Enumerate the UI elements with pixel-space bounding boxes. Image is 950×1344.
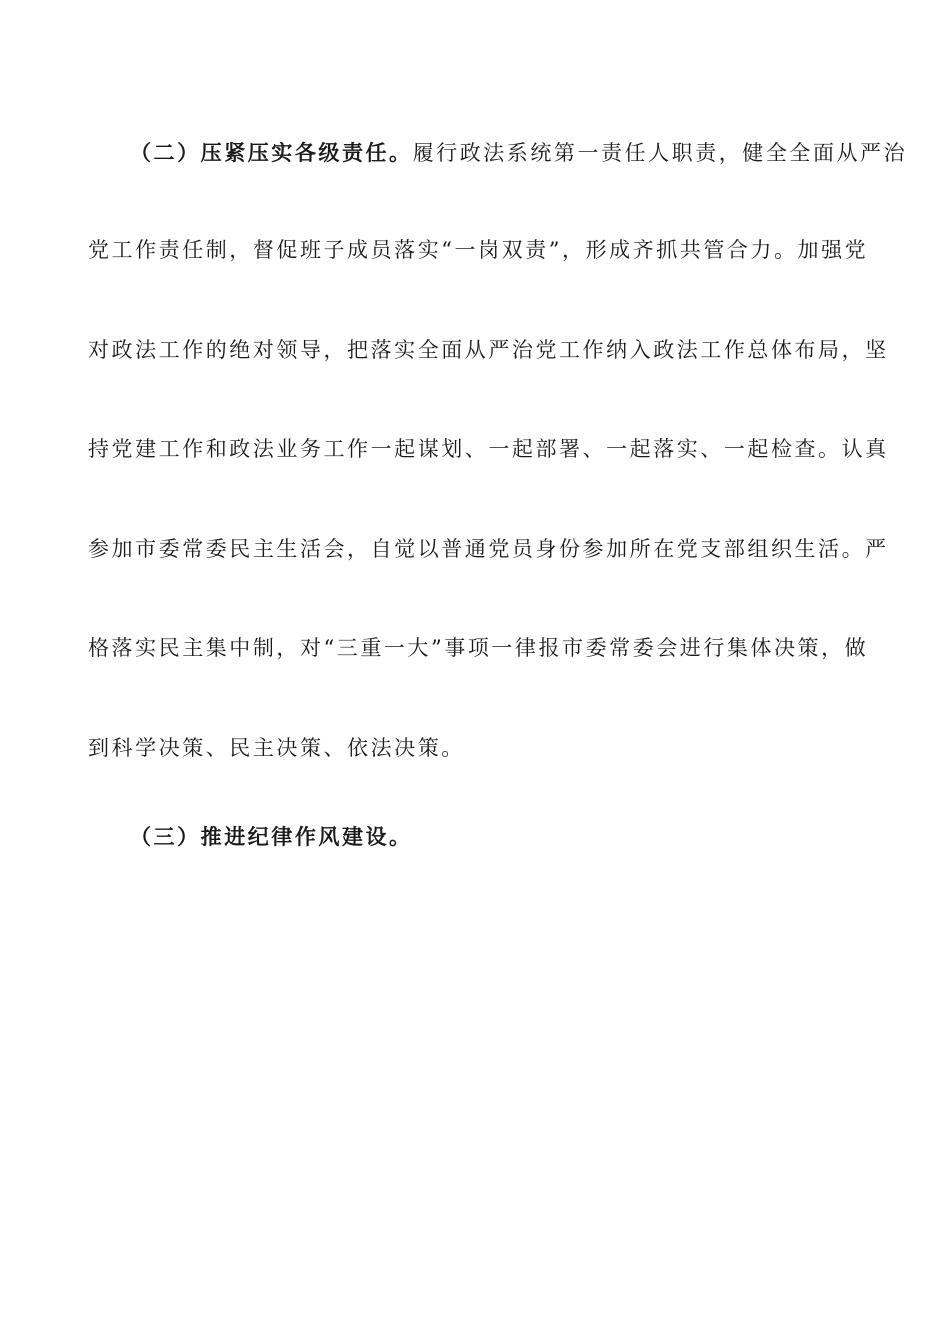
section-heading-2: （二）压紧压实各级责任。 (130, 140, 413, 165)
paragraph-line-4: 持党建工作和政法业务工作一起谋划、一起部署、一起落实、一起检查。认真 (88, 437, 889, 461)
paragraph-line-6: 格落实民主集中制，对“三重一大”事项一律报市委常委会进行集体决策，做 (88, 636, 869, 660)
section-heading-3: （三）推进纪律作风建设。 (130, 824, 413, 849)
paragraph-line-3: 对政法工作的绝对领导，把落实全面从严治党工作纳入政法工作总体布局，坚 (88, 338, 889, 362)
paragraph-line-2: 党工作责任制，督促班子成员落实“一岗双责”，形成齐抓共管合力。加强党 (88, 238, 869, 262)
paragraph-line-5: 参加市委常委民主生活会，自觉以普通党员身份参加所在党支部组织生活。严 (88, 537, 889, 561)
paragraph-line-1 (130, 133, 910, 173)
paragraph-line-7: 到科学决策、民主决策、依法决策。 (88, 736, 465, 760)
paragraph-text: 履行政法系统第一责任人职责，健全全面从严治 (412, 141, 908, 165)
